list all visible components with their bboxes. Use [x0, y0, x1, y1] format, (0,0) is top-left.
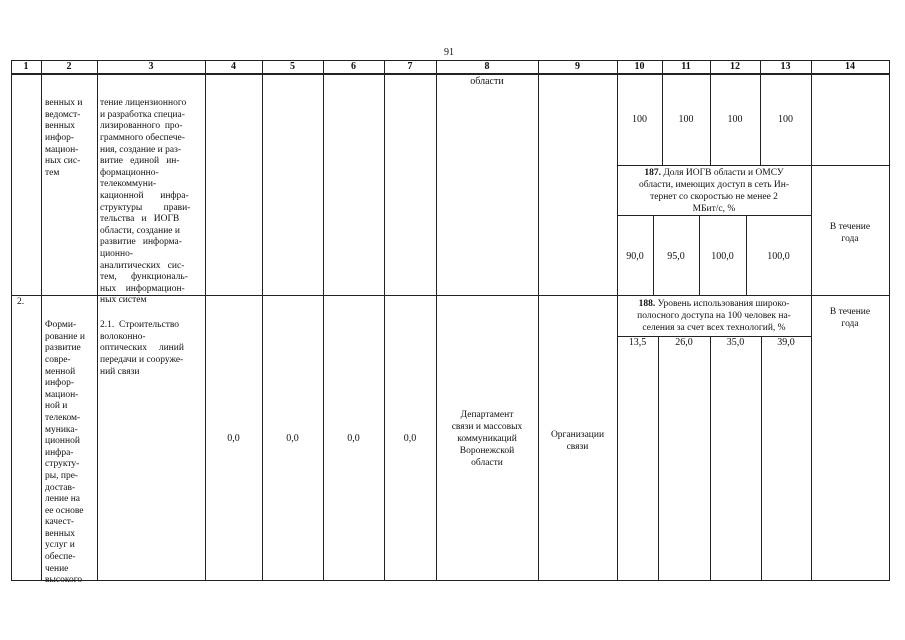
header-col-10: 10: [634, 61, 645, 72]
header-col-5: 5: [290, 61, 295, 72]
page-number: 91: [444, 47, 454, 58]
header-col-9: 9: [575, 61, 580, 72]
row2-col1-text: 2.: [17, 297, 25, 307]
indicator-188: 188. Уровень использования широко- полосного доступа на 100 человек на- селения за счет всех технологий, %: [637, 299, 791, 333]
row2-value-col12: 35,0: [726, 337, 745, 348]
row2-col3-text: 2.1. Строительство волоконно- оптических линий передачи и сооруже- ний связи: [100, 320, 184, 377]
row2-col14-text: В течение года: [829, 307, 871, 329]
row1-col14-text: В течение года: [829, 222, 871, 244]
row2-value-col13: 39,0: [777, 337, 795, 348]
row1-col3-text: тение лицензионного и разработка специа- лизированного про- граммного обеспече- ния, создание и раз- витие единой ин- формационно- телекоммуни- кационной инфра- структуры прави- тельства и ИОГВ области, создание и развитие информа- ционно- аналитических сис- тем, функциональ- ных информацион- ных систем: [100, 98, 191, 306]
indicator-188-number: 188.: [638, 299, 656, 309]
row1-top-value-col11: 100: [678, 114, 694, 125]
header-col-3: 3: [148, 61, 154, 72]
row1-bottom-value-col12: 100,0: [711, 251, 734, 262]
row2-col8-text: Департамент связи и массовых коммуникаций Воронежской области: [451, 410, 523, 468]
header-col-8: 8: [484, 61, 490, 72]
row1-bottom-value-col11: 95,0: [667, 251, 685, 262]
header-col-4: 4: [231, 61, 236, 72]
header-col-11: 11: [681, 61, 691, 72]
header-col-1: 1: [23, 61, 29, 72]
row2-col6-value: 0,0: [347, 433, 360, 444]
row2-value-col11: 26,0: [675, 337, 693, 348]
header-col-6: 6: [351, 61, 356, 72]
indicator-187: 187. Доля ИОГВ области и ОМСУ области, имеющих доступ в сеть Ин- тернет со скоростью не менее 2 МБит/с, %: [638, 168, 790, 214]
header-col-13: 13: [780, 61, 791, 72]
row1-col8-text: области: [470, 76, 504, 87]
row2-value-col10: 13,5: [628, 337, 647, 348]
header-col-12: 12: [730, 61, 740, 72]
row1-col2-text: венных и ведомст- венных инфор- мацион- ных сис- тем: [45, 98, 83, 178]
header-col-14: 14: [845, 61, 855, 72]
row1-top-value-col13: 100: [778, 114, 793, 125]
header-col-2: 2: [66, 61, 72, 72]
row1-bottom-value-col10: 90,0: [626, 251, 644, 262]
row1-top-value-col12: 100: [727, 114, 743, 125]
header-col-7: 7: [407, 61, 413, 72]
row1-bottom-value-col13: 100,0: [767, 251, 790, 262]
row1-top-value-col10: 100: [632, 114, 647, 125]
row2-col7-value: 0,0: [403, 433, 417, 444]
row2-col9-text: Организации связи: [550, 430, 605, 452]
row2-col2-text: Форми- рование и развитие совре- менной инфор- мацион- ной и телеком- муника- ционной инфра- структу- ры, пре- достав- ление на ее основе качест- венных услуг и обеспе- чение высокого: [45, 320, 85, 586]
row2-col4-value: 0,0: [227, 433, 240, 444]
indicator-187-number: 187.: [644, 168, 661, 178]
row2-col5-value: 0,0: [286, 433, 299, 444]
